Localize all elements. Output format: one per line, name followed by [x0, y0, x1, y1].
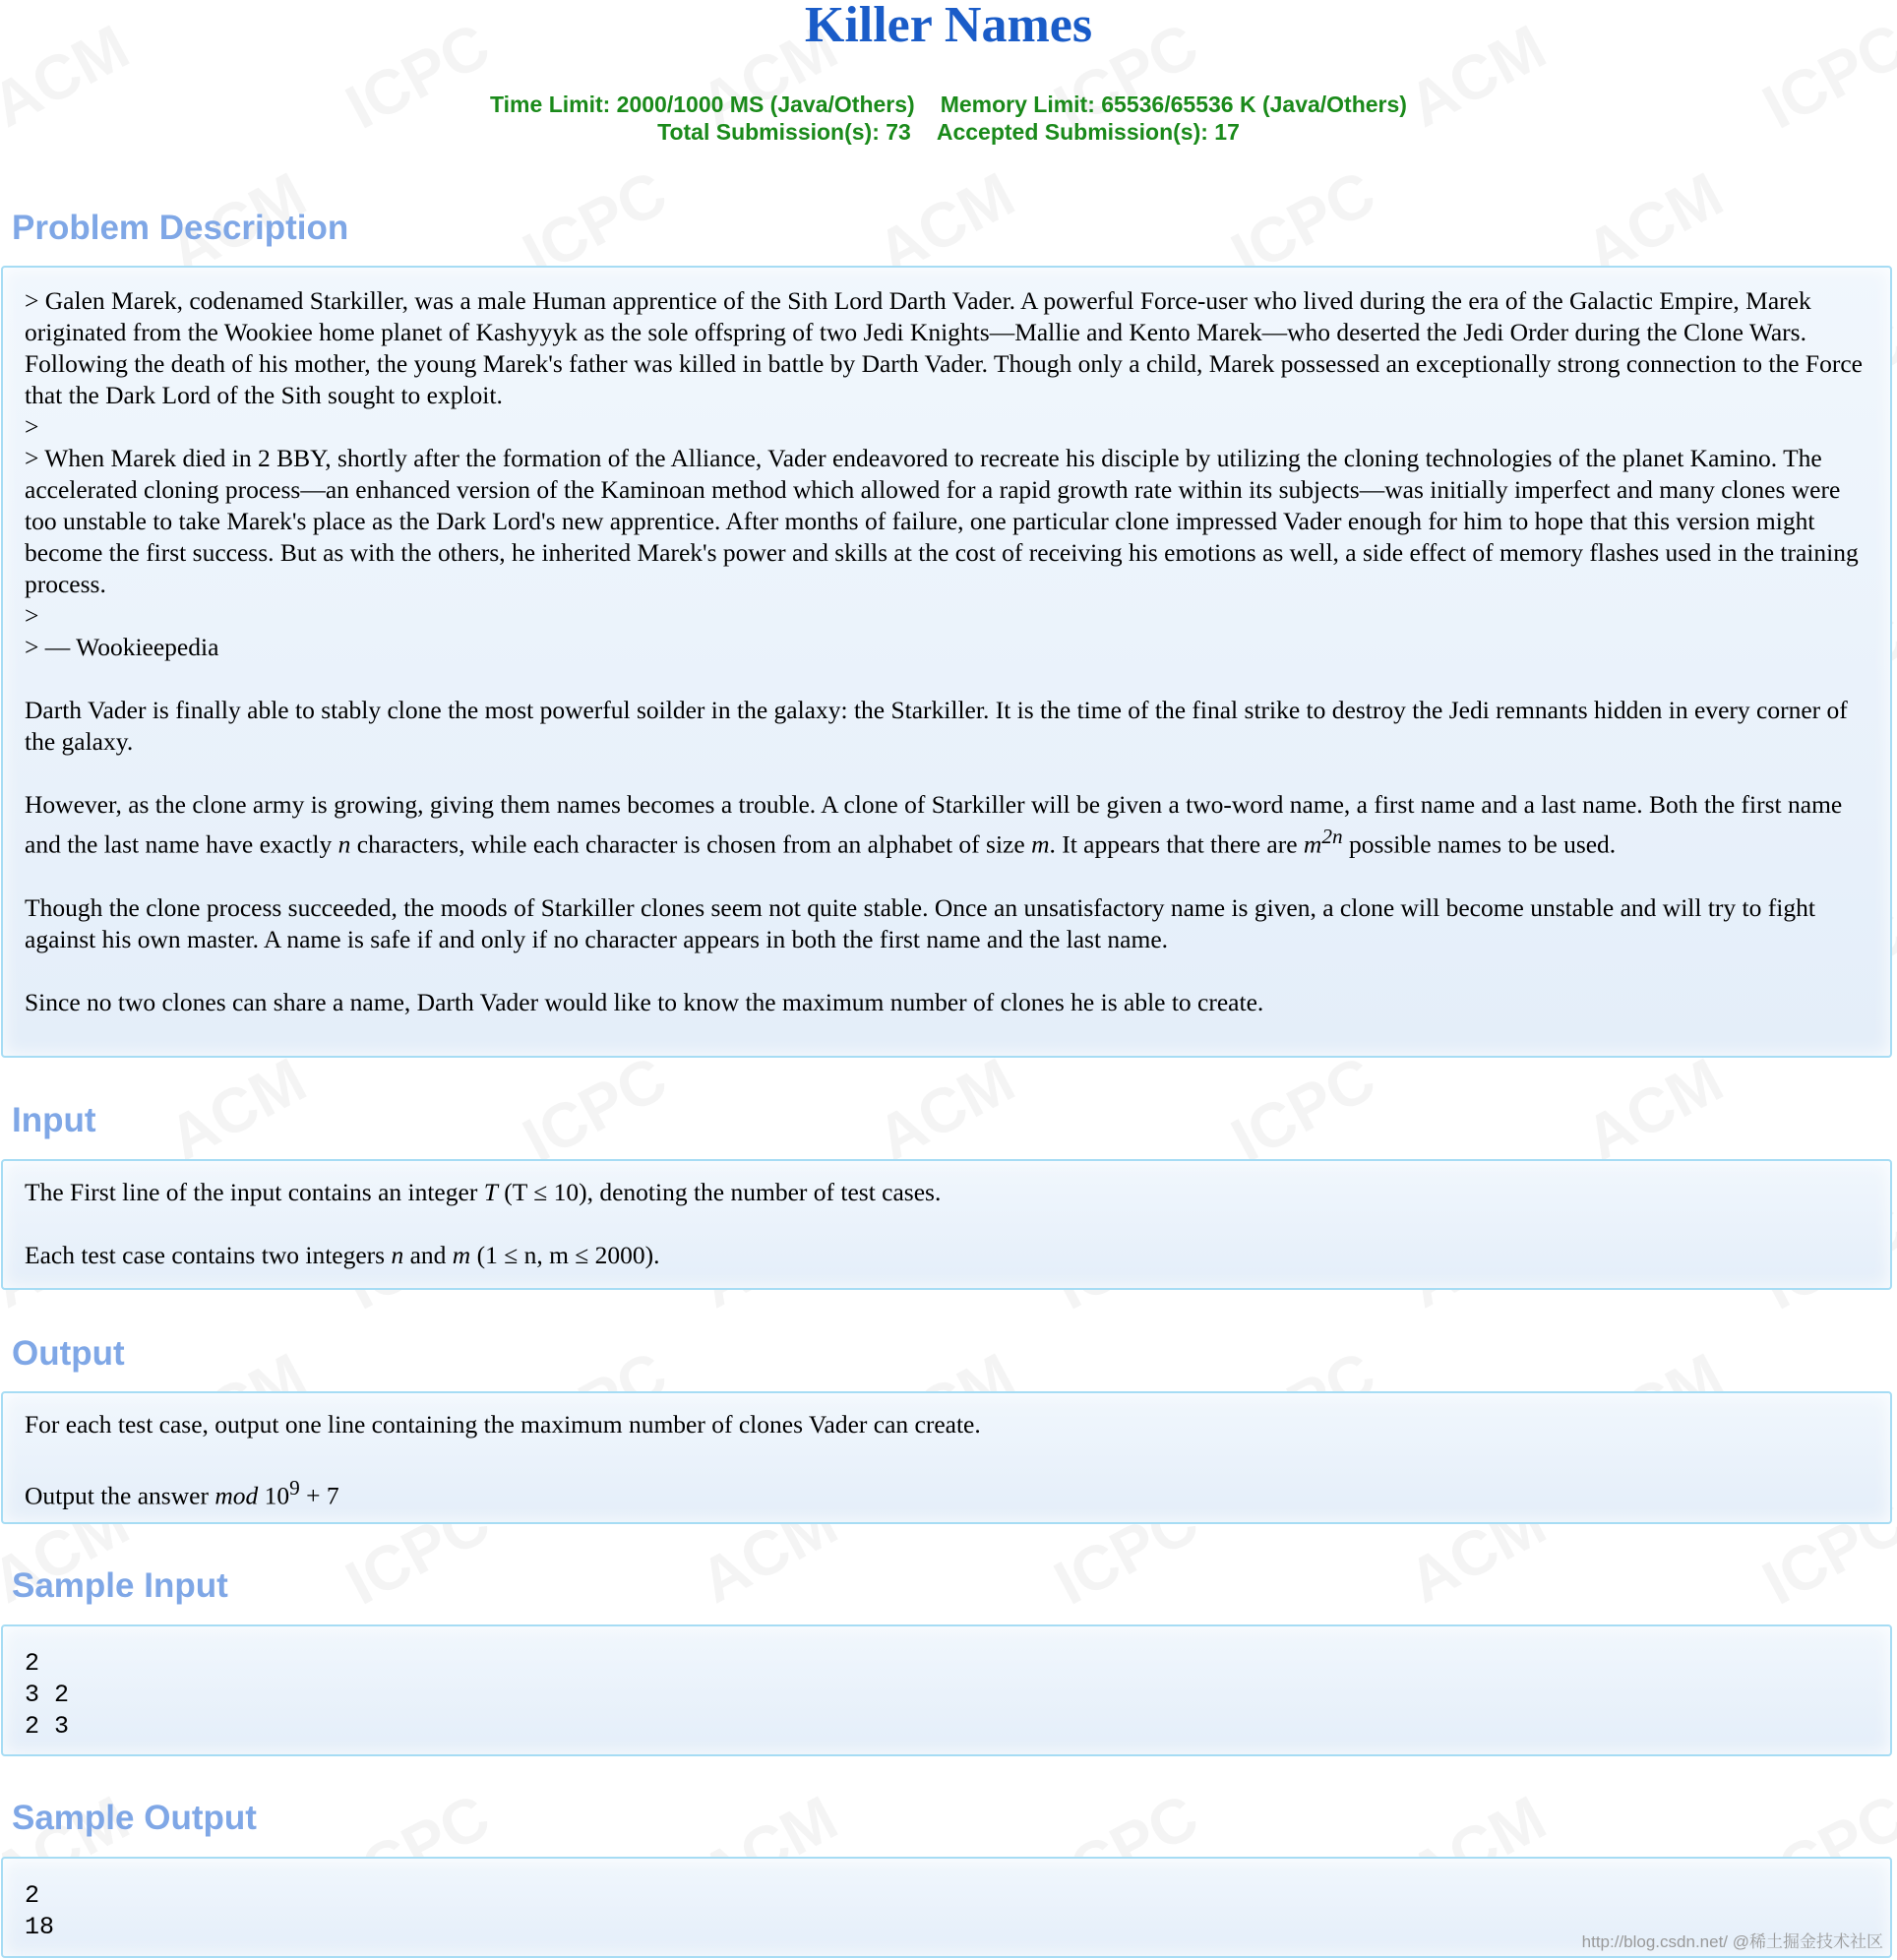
quote-paragraph-1: > Galen Marek, codenamed Starkiller, was a male Human apprentice of the Sith Lord Darth Vader. A powerful Force-user who lived during the era of the Galactic Empire, Marek originated from the Wookiee home planet of Kashyyyk as the sole offspring of two Jedi Knights—Mallie and Kento Marek—who deserted the Jedi Order during the Clone Wars. Following the death of his mother, the young Marek's father was killed in battle by Darth Vader. Though only a child, Marek possessed an exceptionally strong connection to the Force that the Dark Lord of the Sith sought to exploit.: [25, 286, 1863, 409]
watermark-text: [1573, 1043, 1734, 1175]
output-panel: [1, 1391, 1892, 1524]
description-paragraph: Since no two clones can share a name, Darth Vader would like to know the maximum number of clones he is able to create.: [25, 987, 1264, 1016]
sample-input-heading: Sample Input: [12, 1566, 228, 1605]
input-heading: Input: [12, 1101, 96, 1139]
math-m-pow: m: [1303, 829, 1322, 859]
total-submissions: Total Submission(s): 73: [657, 119, 911, 145]
memory-limit: Memory Limit: 65536/65536 K (Java/Others): [940, 92, 1407, 117]
watermark-text: [512, 1041, 679, 1176]
sample-input-panel: [1, 1624, 1892, 1756]
accepted-submissions: Accepted Submission(s): 17: [936, 119, 1240, 145]
sample-input-code: 2 3 2 2 3: [25, 1649, 70, 1741]
math-n: n: [337, 829, 351, 859]
time-limit: Time Limit: 2000/1000 MS (Java/Others): [490, 92, 915, 117]
page-title: Killer Names: [804, 0, 1093, 53]
footer-watermark: http://blog.csdn.net/ @稀土掘金技术社区: [1581, 1932, 1883, 1951]
quote-separator: >: [25, 412, 39, 441]
output-line-2: Output the answer mod $10^9 + 7$: [25, 1476, 339, 1510]
input-panel: [1, 1159, 1892, 1290]
description-paragraph: However, as the clone army is growing, giving them names becomes a trouble. A clone of Starkiller will be given a two-word name, a first name and a last name. Both the first name and the last name have exactly n characters, while each character is chosen from an alphabet of size m. It appears that there are $m^{2n}$ possible names to be used.: [25, 790, 1843, 859]
math-exponent: 2n: [1321, 825, 1343, 848]
input-line-1: The First line of the input contains an integer T (T ≤ 10), denoting the number of test cases.: [25, 1178, 942, 1206]
watermark-text: [156, 1043, 317, 1175]
output-line-1: For each test case, output one line containing the maximum number of clones Vader can create.: [25, 1410, 981, 1439]
watermark-text: [1220, 1041, 1387, 1176]
description-heading: Problem Description: [12, 209, 349, 247]
problem-limits: [0, 91, 1897, 146]
description-paragraph: Darth Vader is finally able to stably clone the most powerful soilder in the galaxy: the Starkiller. It is the time of the final strike to destroy the Jedi remnants hidden in every corner of the galaxy.: [25, 696, 1848, 756]
sample-output-code: 2 18: [25, 1881, 55, 1941]
description-paragraph: Though the clone process succeeded, the moods of Starkiller clones seem not quite stable. Once an unsatisfactory name is given, a clone will become unstable and will try to fight against his own master. A name is safe if and only if no character appears in both the first name and the last name.: [25, 892, 1815, 953]
quote-source: > — Wookieepedia: [25, 633, 219, 661]
description-panel: [1, 266, 1892, 1058]
sample-output-heading: Sample Output: [12, 1799, 257, 1837]
quote-paragraph-2: > When Marek died in 2 BBY, shortly after the formation of the Alliance, Vader endeavored to recreate his disciple by utilizing the cloning technologies of the planet Kamino. The accelerated cloning process—an enhanced version of the Kaminoan method which allowed for a rapid growth rate within its subjects—was initially imperfect and many clones were too unstable to take Marek's place as the Dark Lord's new apprentice. After months of failure, one particular clone impressed Vader enough for him to hope that this version might become the first success. But as with the others, he inherited Marek's power and skills at the cost of receiving his emotions as well, a side effect of memory flashes used in the training process.: [25, 444, 1859, 598]
quote-separator: >: [25, 601, 39, 630]
output-heading: Output: [12, 1334, 125, 1373]
input-line-2: Each test case contains two integers n and m (1 ≤ n, m ≤ 2000).: [25, 1241, 660, 1269]
math-m: m: [1031, 829, 1050, 859]
watermark-text: [865, 1043, 1025, 1175]
